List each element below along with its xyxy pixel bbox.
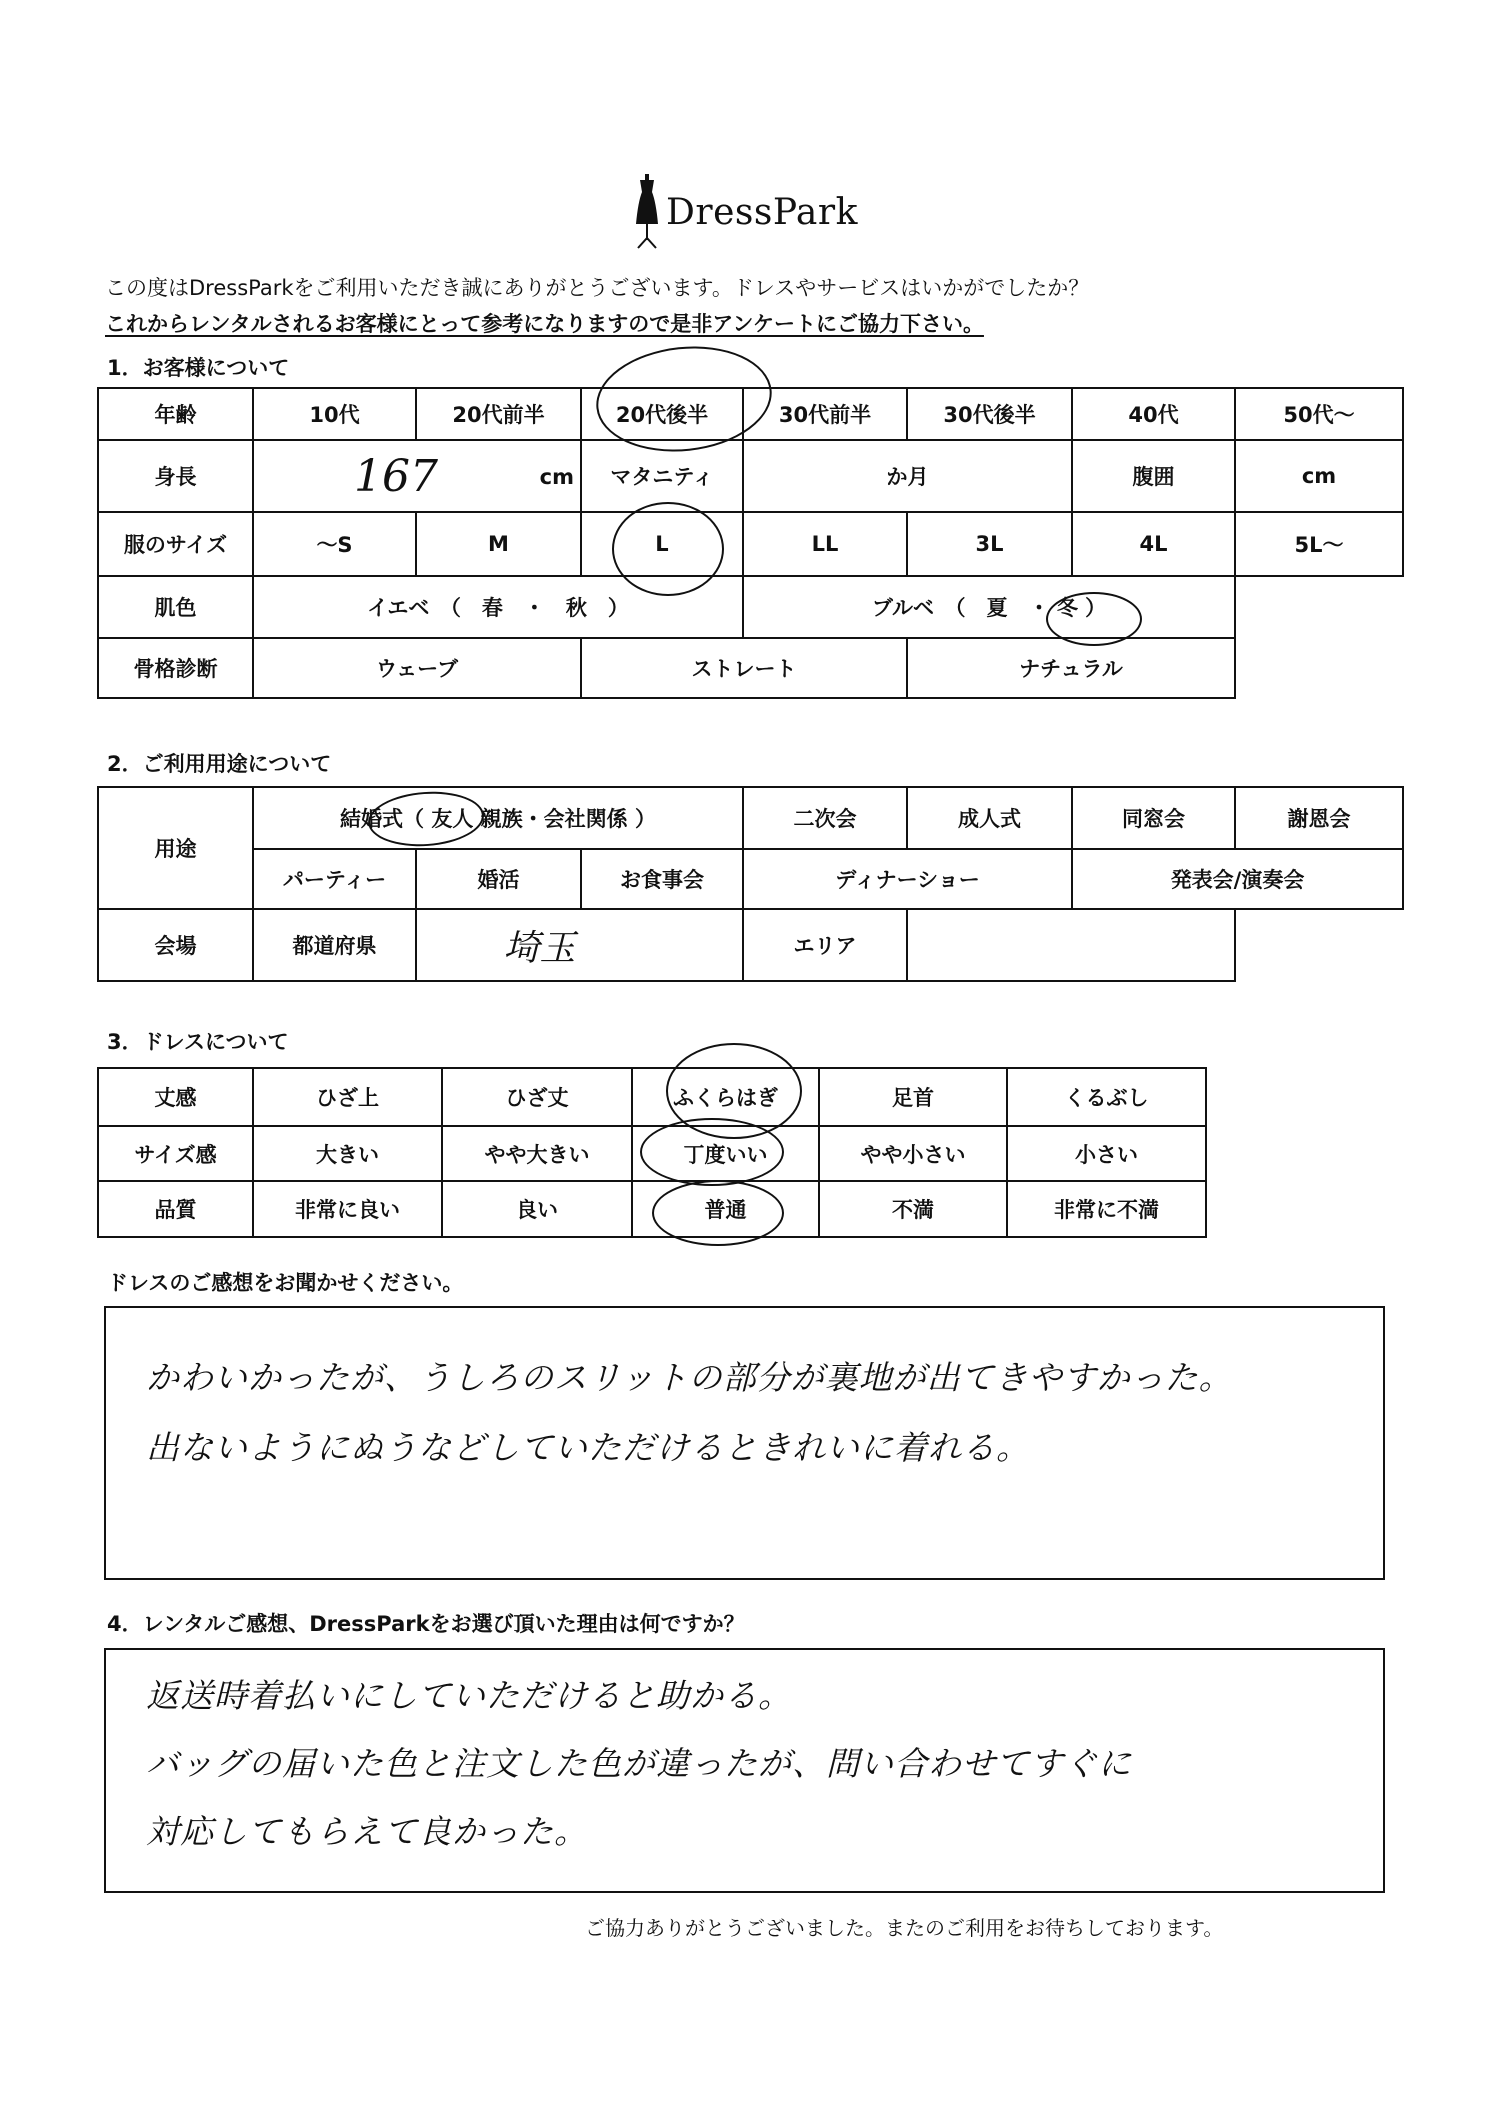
size-option[interactable]: 4L: [1072, 512, 1235, 576]
wedding-option[interactable]: [253, 787, 743, 849]
age-option[interactable]: 10代: [253, 388, 416, 440]
dress-row: [98, 1181, 1206, 1237]
height-row: [98, 440, 1403, 512]
skin-blue-suffix: ）: [1085, 596, 1107, 620]
logo-text: DressPark: [666, 192, 858, 233]
dress-comment-title: ドレスのご感想をお聞かせください。: [107, 1271, 464, 1295]
age-option[interactable]: 50代〜: [1235, 388, 1403, 440]
intro-line: この度はDressParkをご利用いただき誠にありがとうございます。ドレスやサービスはいかがでしたか？: [105, 276, 1090, 300]
handwritten-line: 返送時着払いにしていただけると助かる。: [146, 1676, 792, 1715]
purpose-option[interactable]: 二次会: [743, 787, 907, 849]
wedding-prefix: 結婚式（: [340, 807, 425, 831]
age-option[interactable]: 30代後半: [907, 388, 1072, 440]
purpose-option[interactable]: 謝恩会: [1235, 787, 1403, 849]
area-label: エリア: [743, 909, 907, 981]
waist-label: 腹囲: [1072, 440, 1235, 512]
handwritten-line: バッグの届いた色と注文した色が違ったが、問い合わせてすぐに: [146, 1744, 1132, 1783]
dress-option[interactable]: 非常に良い: [253, 1181, 442, 1237]
empty-cell: [1235, 909, 1403, 981]
purpose-option[interactable]: お食事会: [581, 849, 743, 909]
dress-row: [98, 1068, 1206, 1126]
frame-option[interactable]: ナチュラル: [907, 638, 1235, 698]
prefecture-field[interactable]: [416, 909, 743, 981]
handwritten-line: かわいかったが、うしろのスリットの部分が裏地が出てきやすかった。: [146, 1358, 1233, 1397]
height-unit: cm: [539, 464, 574, 489]
height-label: 身長: [98, 440, 253, 512]
purpose-option[interactable]: ディナーショー: [743, 849, 1072, 909]
skin-blue[interactable]: [743, 576, 1235, 638]
age-option[interactable]: 40代: [1072, 388, 1235, 440]
section3-title: 3．ドレスについて: [107, 1030, 289, 1054]
height-value: 167: [354, 450, 438, 502]
size-option-selected[interactable]: L: [581, 512, 743, 576]
frame-option[interactable]: ストレート: [581, 638, 907, 698]
skin-yellow[interactable]: イエベ （ 春 ・ 秋 ）: [253, 576, 743, 638]
size-option[interactable]: M: [416, 512, 581, 576]
purpose-option[interactable]: 発表会/演奏会: [1072, 849, 1403, 909]
dress-option[interactable]: 足首: [819, 1068, 1007, 1126]
dress-option[interactable]: やや小さい: [819, 1126, 1007, 1181]
purpose-option[interactable]: 成人式: [907, 787, 1072, 849]
wedding-suffix: 親族・会社関係 ）: [480, 807, 656, 831]
prefecture-label: 都道府県: [253, 909, 416, 981]
dress-option-selected[interactable]: ふくらはぎ: [632, 1068, 819, 1126]
size-option[interactable]: 〜S: [253, 512, 416, 576]
purpose-row: [98, 849, 1403, 909]
handwritten-line: 出ないようにぬうなどしていただけるときれいに着れる。: [146, 1428, 1030, 1467]
skin-blue-prefix: ブルベ （ 夏 ・: [871, 596, 1050, 620]
size-option[interactable]: 3L: [907, 512, 1072, 576]
maternity-months[interactable]: か月: [743, 440, 1072, 512]
age-option-selected[interactable]: 20代後半: [581, 388, 743, 440]
size-label: 服のサイズ: [98, 512, 253, 576]
dress-table: [97, 1067, 1207, 1238]
age-option[interactable]: 30代前半: [743, 388, 907, 440]
area-field[interactable]: [907, 909, 1235, 981]
frame-label: 骨格診断: [98, 638, 253, 698]
dress-option[interactable]: 不満: [819, 1181, 1007, 1237]
purpose-option[interactable]: パーティー: [253, 849, 416, 909]
purpose-option[interactable]: 同窓会: [1072, 787, 1235, 849]
customer-table: [97, 387, 1404, 699]
empty-cell: [1235, 576, 1403, 638]
dress-option-selected[interactable]: 普通: [632, 1181, 819, 1237]
age-row: [98, 388, 1403, 440]
dress-row-label: 品質: [98, 1181, 253, 1237]
frame-option[interactable]: ウェーブ: [253, 638, 581, 698]
waist-unit[interactable]: cm: [1235, 440, 1403, 512]
skin-label: 肌色: [98, 576, 253, 638]
wedding-friend: 友人: [431, 807, 474, 831]
size-row: [98, 512, 1403, 576]
section2-title: 2．ご利用用途について: [107, 752, 332, 776]
dresspark-logo: [632, 172, 872, 252]
thank-you-note: ご協力ありがとうございました。またのご利用をお待ちしております。: [585, 1916, 1224, 1940]
height-field[interactable]: [253, 440, 581, 512]
venue-row: [98, 909, 1403, 981]
section4-title: 4．レンタルご感想、DressParkをお選び頂いた理由は何ですか？: [107, 1612, 745, 1636]
dress-option[interactable]: 良い: [442, 1181, 632, 1237]
dress-option[interactable]: やや大きい: [442, 1126, 632, 1181]
dress-comment-box[interactable]: [104, 1306, 1385, 1580]
maternity-label: マタニティ: [581, 440, 743, 512]
skin-row: [98, 576, 1403, 638]
dress-option[interactable]: ひざ丈: [442, 1068, 632, 1126]
rental-comment-box[interactable]: [104, 1648, 1385, 1893]
prefecture-value: 埼玉: [503, 927, 576, 969]
empty-cell: [1235, 638, 1403, 698]
dress-row-label: サイズ感: [98, 1126, 253, 1181]
intro-request: これからレンタルされるお客様にとって参考になりますので是非アンケートにご協力下さい。: [105, 312, 984, 336]
handwritten-line: 対応してもらえて良かった。: [146, 1812, 588, 1851]
purpose-table: [97, 786, 1404, 982]
age-label: 年齢: [98, 388, 253, 440]
purpose-label: 用途: [98, 787, 253, 909]
dress-option-selected[interactable]: 丁度いい: [632, 1126, 819, 1181]
dress-row-label: 丈感: [98, 1068, 253, 1126]
venue-label: 会場: [98, 909, 253, 981]
frame-row: [98, 638, 1403, 698]
dress-option[interactable]: 非常に不満: [1007, 1181, 1206, 1237]
section1-title: 1．お客様について: [107, 356, 290, 380]
dress-row: [98, 1126, 1206, 1181]
age-option[interactable]: 20代前半: [416, 388, 581, 440]
dress-option[interactable]: くるぶし: [1007, 1068, 1206, 1126]
size-option[interactable]: LL: [743, 512, 907, 576]
dress-option[interactable]: 大きい: [253, 1126, 442, 1181]
purpose-option[interactable]: 婚活: [416, 849, 581, 909]
dress-option[interactable]: ひざ上: [253, 1068, 442, 1126]
skin-blue-winter: 冬: [1056, 596, 1078, 620]
size-option[interactable]: 5L〜: [1235, 512, 1403, 576]
dress-option[interactable]: 小さい: [1007, 1126, 1206, 1181]
purpose-row: [98, 787, 1403, 849]
dress-form-icon: [632, 172, 662, 252]
